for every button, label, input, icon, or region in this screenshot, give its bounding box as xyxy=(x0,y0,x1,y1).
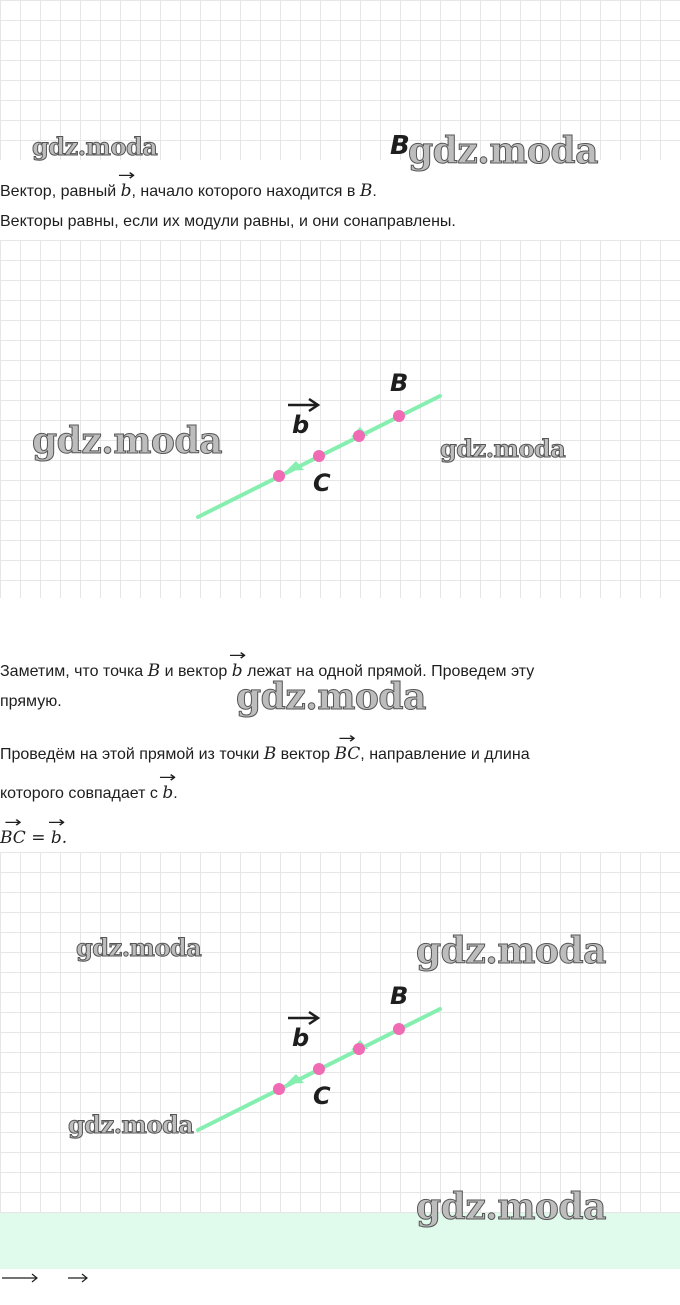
svg-text:b: b xyxy=(292,411,310,439)
vector-b-label xyxy=(288,1012,318,1052)
svg-text:b: b xyxy=(292,1024,310,1052)
paragraph-same-line-2: прямую. xyxy=(0,693,62,710)
paragraph-draw-vector: Проведём на этой прямой из точки B вектор → BC, направление и длина xyxy=(0,738,530,765)
label-b-top: B xyxy=(390,131,410,160)
point xyxy=(273,470,285,482)
watermark: gdz.moda xyxy=(32,132,158,161)
label-c: C xyxy=(313,1082,331,1110)
paragraph-same-line: Заметим, что точка B и вектор → b лежат на одной прямой. Проведем эту xyxy=(0,655,534,682)
point-c xyxy=(313,1063,325,1075)
line-vectors-equal-rule: Векторы равны, если их модули равны, и они сонаправлены. xyxy=(0,213,456,230)
point-b xyxy=(393,410,405,422)
point xyxy=(353,430,365,442)
label-b: B xyxy=(390,982,409,1010)
point xyxy=(273,1083,285,1095)
equation-bc-equals-b: → BC = → b. xyxy=(0,822,67,848)
point xyxy=(353,1043,365,1055)
point-c xyxy=(313,450,325,462)
watermark: gdz.moda xyxy=(236,676,426,718)
watermark: gdz.moda xyxy=(416,1186,606,1228)
point-b xyxy=(393,1023,405,1035)
vector-b: → b xyxy=(121,175,132,201)
figure-1 xyxy=(0,240,680,598)
paragraph-draw-vector-2: которого совпадает с → b. xyxy=(0,777,178,804)
point-b: B xyxy=(359,181,373,201)
watermark: gdz.moda xyxy=(76,933,202,962)
watermark: gdz.moda xyxy=(32,420,222,462)
watermark: gdz.moda xyxy=(68,1110,194,1139)
watermark: gdz.moda xyxy=(416,930,606,972)
bottom-arrows xyxy=(0,1270,120,1290)
vector-b-label xyxy=(288,399,318,439)
watermark: gdz.moda xyxy=(408,130,598,172)
label-c: C xyxy=(313,469,331,497)
label-b: B xyxy=(390,369,409,397)
watermark: gdz.moda xyxy=(440,434,566,463)
figure-2 xyxy=(0,852,680,1213)
line-vector-equal-b: Вектор, равный → b, начало которого находится в B. xyxy=(0,175,377,202)
